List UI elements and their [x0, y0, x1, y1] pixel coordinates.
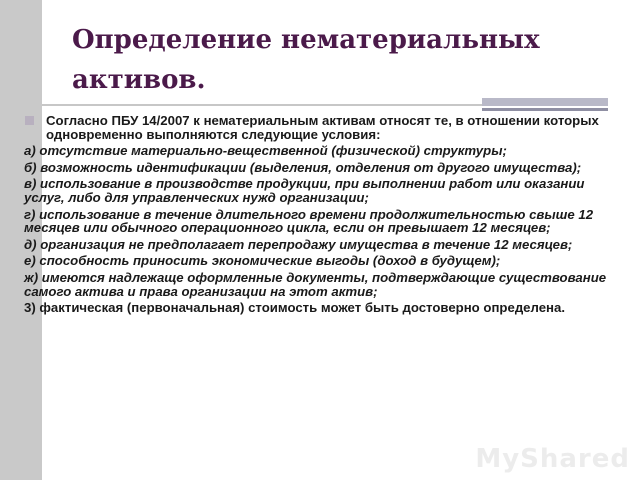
title-accent-line [482, 108, 608, 111]
title-accent-bar [482, 98, 608, 106]
condition-item-d: д) организация не предполагает перепродажу имущества в течение 12 месяцев; [24, 236, 573, 252]
intro-text: Согласно ПБУ 14/2007 к нематериальным активам относят те, в отношении которых одновременно выполняются следующие условия: [46, 113, 599, 142]
title-line-2: активов. [72, 65, 206, 95]
slide-title [72, 20, 572, 100]
condition-item-a: а) отсутствие материально-вещественной (физической) структуры; [24, 143, 507, 159]
condition-item-e: е) способность приносить экономические выгоды (доход в будущем); [24, 253, 501, 269]
title-divider [42, 104, 482, 106]
slide-body [24, 114, 616, 318]
title-line-1: Определение нематериальных [72, 25, 540, 55]
condition-item-b: б) возможность идентификации (выделения, отделения от другого имущества); [24, 159, 582, 175]
bullet-square-icon [25, 116, 34, 125]
intro-paragraph [24, 114, 616, 141]
condition-item-g: г) использование в течение длительного времени продолжительностью свыше 12 месяцев или обычного операционного цикла, если он превышает 12 месяцев; [24, 206, 594, 236]
condition-item-zh: ж) имеются надлежаще оформленные документы, подтверждающие существование самого актива и права организации на этот актив; [24, 269, 607, 299]
watermark: MyShared [475, 444, 630, 474]
condition-item-3: 3) фактическая (первоначальная) стоимость может быть достоверно определена. [24, 300, 566, 316]
condition-item-v: в) использование в производстве продукции, при выполнении работ или оказании услуг, либо для управленческих нужд организации; [24, 176, 585, 205]
